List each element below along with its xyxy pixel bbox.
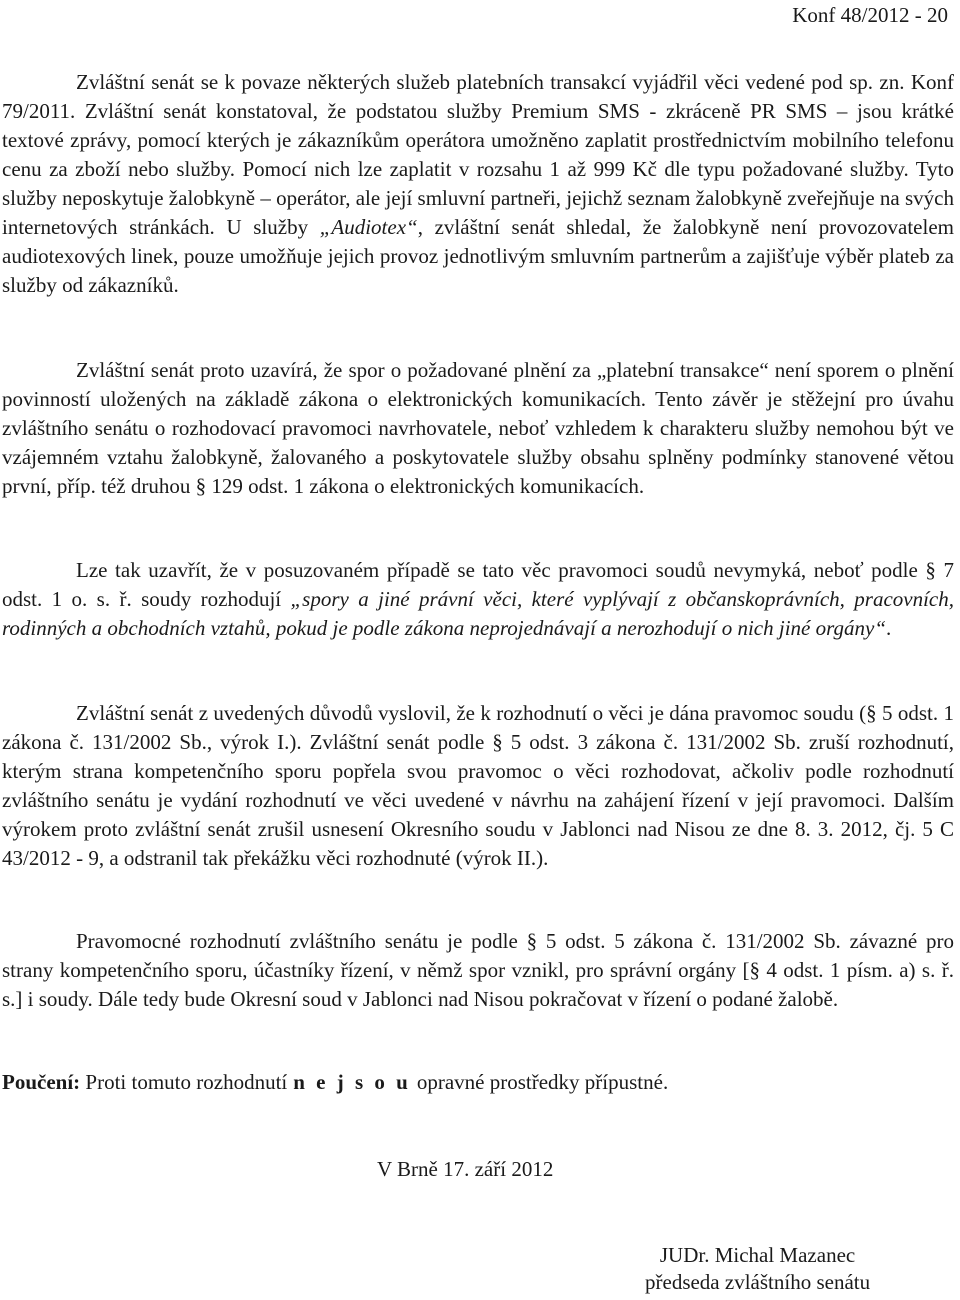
paragraph-text: Lze tak uzavřít, že v posuzovaném případě se tato věc pravomoci soudů nevymyká, neboť podle § 7 odst. 1 o. s. ř. soudy rozhodují: [2, 558, 954, 611]
signer-name: JUDr. Michal Mazanec: [659, 1243, 856, 1267]
place-and-date: V Brně 17. září 2012: [377, 1157, 554, 1181]
signature-block: [645, 1242, 870, 1296]
paragraph-text: Zvláštní senát proto uzavírá, že spor o požadované plnění za „platební transakce“ není sporem o plnění povinností uložených na základě zákona o elektronických komunikacích. Tento závěr je stěžejní pro úvahu zvláštního senátu o rozhodovací pravomoci navrhovatele, neboť vzhledem k charakteru služby nemohou být ve vzájemném vztahu žalobkyně, žalovaného a poskytovatele služby obsahu splněny podmínky stanovené větou první, příp. též druhou § 129 odst. 1 zákona o elektronických komunikacích.: [2, 358, 954, 498]
case-reference: Konf 48/2012 - 20: [792, 3, 948, 27]
paragraph-text: Zvláštní senát se k povaze některých služeb platebních transakcí vyjádřil věci vedené pod sp. zn. Konf 79/2011. Zvláštní senát konstatoval, že podstatou služby Premium SMS - zkráceně PR SMS – jsou krátké textové zprávy, pomocí kterých je zákazníkům operátora umožněno zaplatit prostřednictvím mobilního telefonu cenu za zboží nebo služby. Pomocí nich lze zaplatit v rozsahu 1 až 999 Kč dle typu požadované služby. Tyto služby neposkytuje žalobkyně – operátor, ale její smluvní partneři, jejichž seznam žalobkyně zveřejňuje na svých internetových stránkách. U služby: [2, 70, 954, 239]
paragraph-text-tail: .: [886, 616, 892, 640]
paragraph-text: Zvláštní senát z uvedených důvodů vyslovil, že k rozhodnutí o věci je dána pravomoc soudu (§ 5 odst. 1 zákona č. 131/2002 Sb., výrok I.). Zvláštní senát podle § 5 odst. 3 zákona č. 131/2002 Sb. zruší rozhodnutí, kterým strana kompetenčního sporu popřela svou pravomoc o věci rozhodovat, ačkoliv podle rozhodnutí zvláštního senátu je vydání rozhodnutí ve věci uvedené v návrhu na zahájení řízení v její pravomoci. Dalším výrokem proto zvláštní senát zrušil usnesení Okresního soudu v Jablonci nad Nisou ze dne 8. 3. 2012, čj. 5 C 43/2012 - 9, a odstranil tak překážku věci rozhodnuté (výrok II.).: [2, 701, 954, 870]
paragraph-italic-term: „Audiotex“: [319, 215, 418, 239]
paragraph-italic-quote: „spory a jiné právní věci, které vyplývají z občanskoprávních, pracovních, rodinných a obchodních vztahů, pokud je podle zákona neprojednávají a nerozhodují o nich jiné orgány“: [2, 587, 954, 640]
paragraph-text-tail: , zvláštní senát shledal, že žalobkyně není provozovatelem audiotexových linek, pouze umožňuje jejich provoz jednotlivým smluvním partnerům a zajišťuje výběr plateb za služby od zákazníků.: [2, 215, 954, 297]
notice-emphasis: n e j s o u: [293, 1070, 411, 1094]
legal-notice: [2, 1068, 954, 1097]
paragraph-binding-decision: [2, 927, 954, 1014]
paragraph-text: Pravomocné rozhodnutí zvláštního senátu je podle § 5 odst. 5 zákona č. 131/2002 Sb. závazné pro strany kompetenčního sporu, účastníky řízení, v němž spor vznikl, pro správní orgány [§ 4 odst. 1 písm. a) s. ř. s.] i soudy. Dále tedy bude Okresní soud v Jablonci nad Nisou pokračovat v řízení o podané žalobě.: [2, 929, 954, 1011]
paragraph-conclusion: [2, 356, 954, 501]
notice-text-before: Proti tomuto rozhodnutí: [85, 1070, 288, 1094]
notice-text-after: opravné prostředky přípustné.: [416, 1070, 669, 1094]
paragraph-premium-sms: [2, 68, 954, 300]
signer-role: předseda zvláštního senátu: [645, 1270, 871, 1294]
paragraph-court-jurisdiction: [2, 556, 954, 643]
notice-label: Poučení:: [2, 1070, 81, 1094]
paragraph-verdict: [2, 699, 954, 873]
